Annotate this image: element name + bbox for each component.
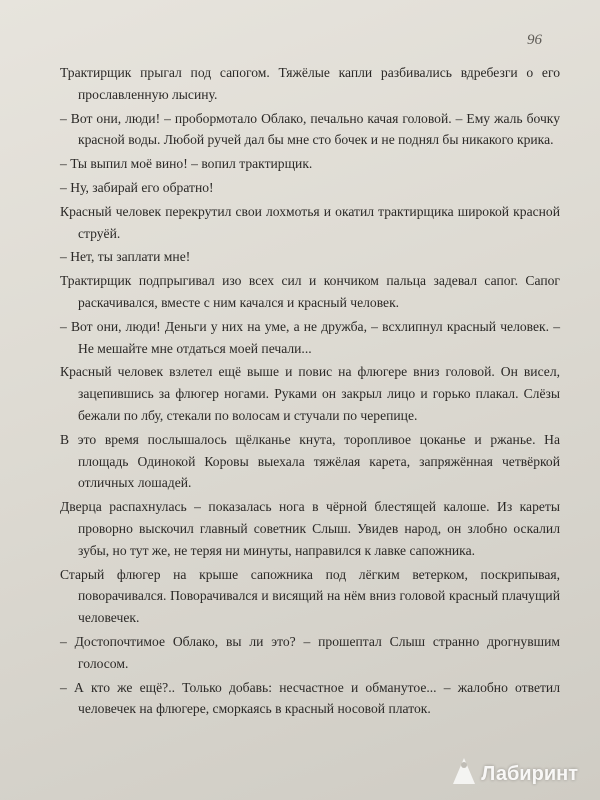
paragraph: В это время послышалось щёлканье кнута, торопливое цоканье и ржанье. На площадь Одинокой Коровы выехала тяжёлая карета, запряжённая четвёркой отличных лошадей. — [60, 431, 560, 491]
page-number: 96 — [527, 32, 542, 48]
paragraph: Красный человек взлетел ещё выше и повис на флюгере вниз головой. Он висел, зацепившись за флюгер ногами. Руками он закрыл лицо и горько плакал. Слёзы бежали по лбу, стекали по волосам и стучали по черепице. — [60, 364, 560, 423]
paragraph: Дверца распахнулась – показалась нога в чёрной блестящей калоше. Из кареты проворно выскочил главный советник Слыш. Увидев народ, он злобно оскалил зубы, но тут же, не теряя ни минуты, направился к лавке сапожника. — [60, 499, 560, 558]
text-block — [60, 62, 560, 722]
labirint-watermark — [451, 756, 578, 786]
paragraph: – Ты выпил моё вино! – вопил трактирщик. — [60, 156, 313, 172]
paragraph: Красный человек перекрутил свои лохмотья и окатил трактирщика широкой красной струёй. — [60, 203, 560, 241]
labirint-logo-icon — [451, 756, 477, 786]
paragraph: Трактирщик подпрыгивал изо всех сил и кончиком пальца задевал сапог. Сапог раскачивался, вместе с ним качался и красный человек. — [60, 273, 560, 310]
paragraph: – Ну, забирай его обратно! — [60, 179, 214, 195]
paragraph: Старый флюгер на крыше сапожника под лёгким ветерком, поскрипывая, поворачивался. Поворачивался и висящий на нём вниз головой красный плачущий человечек. — [60, 566, 560, 626]
paragraph: – Вот они, люди! Деньги у них на уме, а не дружба, – всхлипнул красный человек. – Не мешайте мне отдаться моей печали... — [60, 318, 560, 356]
paragraph: – Вот они, люди! – пробормотало Облако, печально качая головой. – Ему жаль бочку красной воды. Любой ручей дал бы мне сто бочек и не поднял бы никакого крика. — [60, 110, 560, 148]
watermark-text: Лабиринт — [481, 763, 578, 785]
paragraph: Трактирщик прыгал под сапогом. Тяжёлые капли разбивались вдребезги о его прославленную лысину. — [60, 65, 560, 102]
paragraph: – Нет, ты заплати мне! — [60, 249, 191, 265]
paragraph: – А кто же ещё?.. Только добавь: несчастное и обманутое... – жалобно ответил человечек на флюгере, сморкаясь в красный носовой платок. — [60, 679, 560, 717]
paragraph: – Достопочтимое Облако, вы ли это? – прошептал Слыш странно дрогнувшим голосом. — [60, 633, 560, 671]
